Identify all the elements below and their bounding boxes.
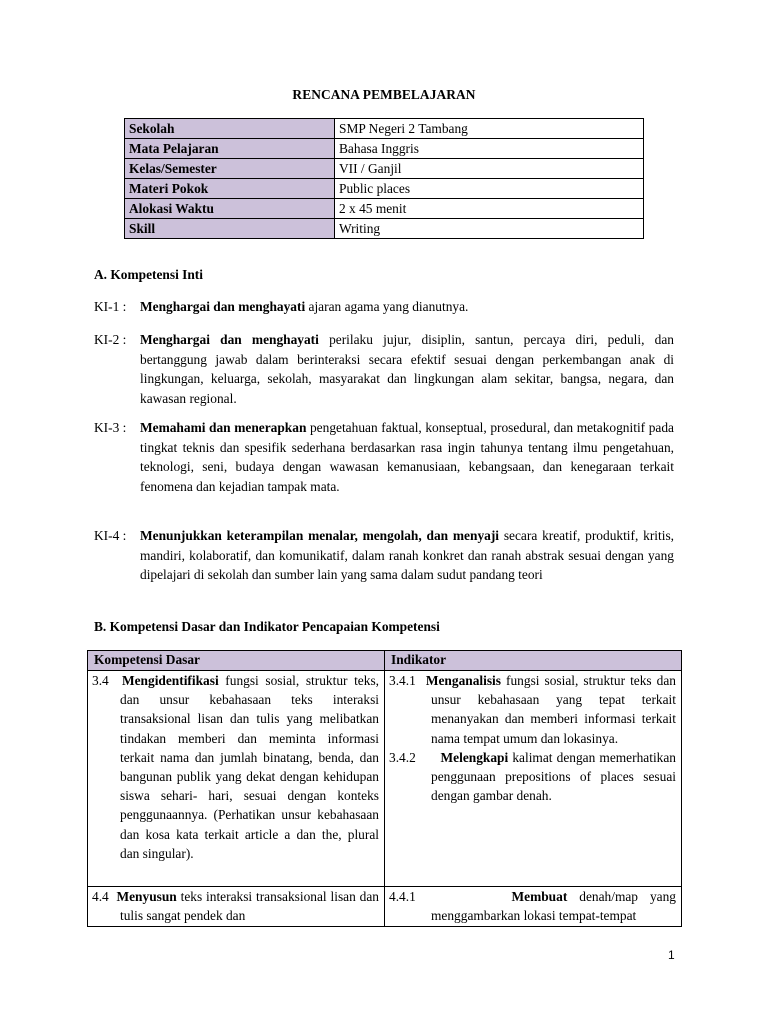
kd-text: fungsi sosial, struktur teks, dan unsur kebahasaan teks interaksi transaksional lisan dan tulis yang melibatkan tindakan memberi dan meminta informasi terkait nama dan jumlah binatang, benda, dan bangunan publik yang dekat dengan kehidupan siswa sehari- hari, sesuai dengan konteks penggunaannya. (Perhatikan unsur kebahasaan dan kosa kata terkait article a dan the, plural dan singular). — [120, 673, 379, 861]
info-row — [125, 159, 644, 179]
indikator-bold: Menganalisis — [425, 673, 501, 688]
kd-row — [88, 671, 682, 887]
indikator-entry — [389, 671, 676, 748]
info-value: 2 x 45 menit — [335, 199, 644, 219]
kd-bold: Mengidentifikasi — [121, 673, 219, 688]
ki-text: ajaran agama yang dianutnya. — [305, 299, 469, 314]
kd-header-row — [88, 651, 682, 671]
kd-cell — [88, 671, 385, 887]
ki-label: KI-4 : — [94, 528, 127, 543]
ki-text: secara kreatif, produktif, kritis, mandiri, kolaboratif, dan komunikatif, dalam ranah konkret dan ranah abstrak sesuai dengan yang dipelajari di sekolah dan sumber lain yang sama dalam sudut pandang teori — [140, 528, 674, 583]
kd-col-header: Kompetensi Dasar — [88, 651, 385, 671]
ki-label: KI-3 : — [94, 420, 127, 435]
info-row — [125, 119, 644, 139]
ki-body — [140, 330, 674, 408]
kd-entry — [92, 887, 379, 925]
kd-cell — [88, 887, 385, 927]
info-value: Bahasa Inggris — [335, 139, 644, 159]
indikator-cell — [385, 887, 682, 927]
ki-body — [140, 418, 674, 496]
section-a-heading: A. Kompetensi Inti — [94, 267, 203, 282]
indikator-col-header: Indikator — [385, 651, 682, 671]
ki-body — [140, 526, 674, 585]
ki-bold: Memahami dan menerapkan — [140, 420, 307, 435]
info-value: SMP Negeri 2 Tambang — [335, 119, 644, 139]
info-row — [125, 139, 644, 159]
kd-number: 4.4 — [92, 889, 109, 904]
ki-item — [94, 526, 674, 585]
ki-text: pengetahuan faktual, konseptual, prosedural, dan metakognitif pada tingkat teknis dan spesifik sederhana berdasarkan rasa ingin tahunya tentang ilmu pengetahuan, teknologi, seni, budaya dengan wawasan kemanusiaan, kebangsaan, dan kenegaraan terkait fenomena dan kejadian tampak mata. — [140, 420, 674, 494]
info-value: Public places — [335, 179, 644, 199]
indikator-text: denah/map yang menggambarkan lokasi tempat-tempat — [431, 889, 677, 924]
kd-text: teks interaksi transaksional lisan dan tulis sangat pendek dan — [120, 889, 379, 924]
ki-item — [94, 330, 674, 408]
kd-table — [87, 650, 682, 927]
info-table — [124, 118, 644, 239]
indikator-number: 3.4.1 — [389, 673, 416, 688]
indikator-bold: Melengkapi — [440, 749, 509, 765]
document-title: RENCANA PEMBELAJARAN — [292, 87, 476, 102]
kd-number: 3.4 — [92, 673, 109, 688]
ki-bold: Menghargai dan menghayati — [140, 299, 306, 314]
indikator-entry — [389, 748, 676, 806]
info-value: VII / Ganjil — [335, 159, 644, 179]
indikator-bold: Membuat — [511, 889, 568, 904]
ki-bold: Menunjukkan keterampilan menalar, mengolah, dan menyaji — [140, 528, 500, 543]
indikator-entry — [389, 887, 676, 925]
ki-label: KI-1 : — [94, 299, 127, 314]
info-row — [125, 219, 644, 239]
info-key: Mata Pelajaran — [125, 139, 335, 159]
info-key: Alokasi Waktu — [125, 199, 335, 219]
ki-item — [94, 297, 674, 317]
info-key: Skill — [125, 219, 335, 239]
ki-item — [94, 418, 674, 496]
indikator-cell — [385, 671, 682, 887]
info-value: Writing — [335, 219, 644, 239]
page-number: 1 — [668, 948, 675, 962]
info-row — [125, 179, 644, 199]
ki-text: perilaku jujur, disiplin, santun, percaya diri, peduli, dan bertanggung jawab dalam berinteraksi secara efektif sesuai dengan perkembangan anak di lingkungan, keluarga, sekolah, masyarakat dan lingkungan alam sekitar, bangsa, negara, dan kawasan regional. — [140, 332, 674, 406]
section-b-heading: B. Kompetensi Dasar dan Indikator Pencapaian Kompetensi — [94, 619, 440, 634]
ki-bold: Menghargai dan menghayati — [140, 332, 319, 347]
info-key: Sekolah — [125, 119, 335, 139]
info-key: Kelas/Semester — [125, 159, 335, 179]
indikator-number: 3.4.2 — [389, 749, 416, 765]
kd-row — [88, 887, 682, 927]
indikator-text: fungsi sosial, struktur teks dan unsur kebahasaan yang tepat terkait menanyakan dan memberi informasi terkait nama tempat umum dan lokasinya. — [431, 673, 677, 746]
info-row — [125, 199, 644, 219]
info-key: Materi Pokok — [125, 179, 335, 199]
ki-label: KI-2 : — [94, 332, 127, 347]
ki-body — [140, 297, 674, 317]
indikator-number: 4.4.1 — [389, 889, 416, 904]
kd-entry — [92, 671, 379, 863]
indikator-text: kalimat dengan memerhatikan penggunaan prepositions of places sesuai dengan gambar denah. — [431, 749, 676, 804]
kd-bold: Menyusun — [116, 889, 177, 904]
